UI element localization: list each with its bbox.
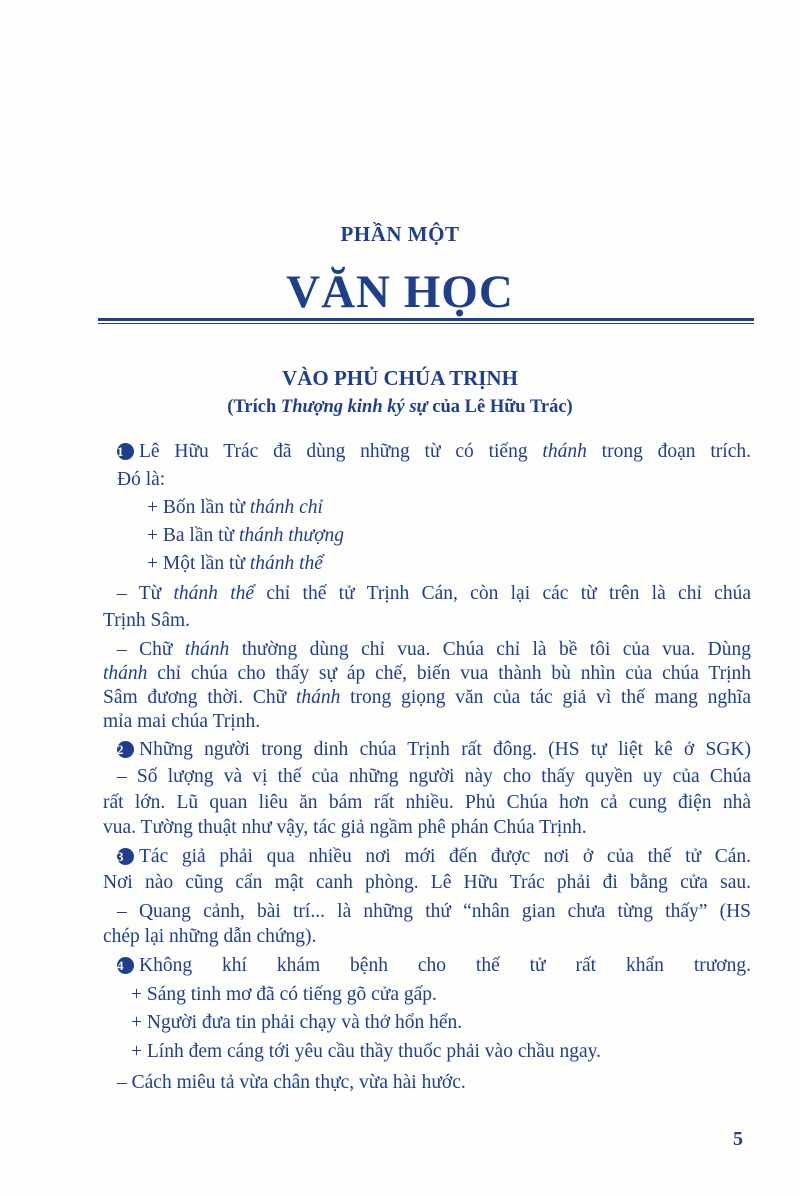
text-line <box>103 686 751 710</box>
italic-term: thánh <box>184 639 230 660</box>
text-segment: Trịnh Sâm. <box>103 610 191 631</box>
text-line <box>147 524 344 548</box>
text-line <box>131 1040 601 1064</box>
text-line <box>103 816 587 840</box>
lesson-title: VÀO PHỦ CHÚA TRỊNH <box>282 366 518 390</box>
text-segment: chép lại những dẫn chứng). <box>103 926 317 947</box>
text-segment: – Chữ <box>117 639 185 660</box>
italic-term: thánh <box>295 687 341 708</box>
italic-term: thánh <box>542 441 587 462</box>
work-title: Thượng kinh ký sự <box>280 397 428 417</box>
answer-paragraph-start <box>117 440 751 464</box>
number-marker-icon: 3 <box>117 848 134 865</box>
text-line <box>147 552 323 576</box>
text-segment: – Cách miêu tả vừa chân thực, vừa hài hước. <box>117 1072 466 1093</box>
text-line <box>103 925 316 949</box>
title-divider <box>98 318 754 321</box>
text-line <box>103 710 260 734</box>
text-segment: chỉ chúa cho thấy sự áp chế, biến vua thành bù nhìn của chúa Trịnh <box>147 663 751 684</box>
text-segment: + Lính đem cáng tới yêu cầu thầy thuốc phải vào chầu ngay. <box>131 1041 602 1062</box>
italic-term: thánh <box>103 663 148 684</box>
text-segment: Nơi nào cũng cẩn mật canh phòng. Lê Hữu Trác phải đi bằng cửa sau. <box>103 872 751 893</box>
text-segment: + Một lần từ <box>147 553 250 574</box>
text-line <box>117 765 751 789</box>
text-segment: – Số lượng và vị thế của những người này cho thấy quyền uy của Chúa <box>117 766 751 787</box>
answer-paragraph-start <box>117 738 751 762</box>
subtitle-text: (Trích <box>227 397 281 417</box>
text-segment: Lê Hữu Trác đã dùng những từ có tiếng <box>139 441 543 462</box>
text-line <box>117 582 751 606</box>
text-line <box>117 638 751 662</box>
text-line <box>103 609 190 633</box>
text-line <box>103 791 751 815</box>
text-segment: chỉ thế tử Trịnh Cán, còn lại các từ trên là chỉ chúa <box>254 583 751 604</box>
text-segment: – Từ <box>117 583 174 604</box>
italic-term: thánh thượng <box>238 525 344 546</box>
section-title: VĂN HỌC <box>286 266 514 318</box>
text-segment: Đó là: <box>117 469 166 490</box>
text-line <box>103 871 751 895</box>
title-divider-thin <box>98 323 754 324</box>
text-segment: trong giọng văn của tác giả vì thế mang nghĩa <box>340 687 751 708</box>
part-heading: PHẦN MỘT <box>340 222 460 246</box>
text-line <box>131 983 437 1007</box>
text-segment: mỉa mai chúa Trịnh. <box>103 711 261 732</box>
number-marker-icon: 4 <box>117 957 134 974</box>
text-segment: Sâm đương thời. Chữ <box>103 687 296 708</box>
text-line <box>131 1011 462 1035</box>
text-segment: + Ba lần từ <box>147 525 239 546</box>
text-segment: + Bốn lần từ <box>147 497 250 518</box>
text-line <box>117 900 751 924</box>
text-segment: Những người trong dinh chúa Trịnh rất đông. (HS tự liệt kê ở SGK) <box>139 739 751 760</box>
text-segment: + Sáng tinh mơ đã có tiếng gõ cửa gấp. <box>131 984 437 1005</box>
text-segment: – Quang cảnh, bài trí... là những thứ “nhân gian chưa từng thấy” (HS <box>117 901 751 922</box>
number-marker-icon: 1 <box>117 443 134 460</box>
text-line <box>117 468 165 492</box>
answer-paragraph-start <box>117 954 751 978</box>
italic-term: thánh chỉ <box>249 497 323 518</box>
text-segment: + Người đưa tin phải chạy và thở hổn hển. <box>131 1012 463 1033</box>
italic-term: thánh thể <box>173 583 255 604</box>
text-line <box>117 1071 466 1095</box>
text-line <box>103 662 751 686</box>
text-segment: Không khí khám bệnh cho thế tử rất khẩn trương. <box>139 955 751 976</box>
italic-term: thánh thể <box>249 553 323 574</box>
text-segment: trong đoạn trích. <box>586 441 751 462</box>
text-segment: Tác giả phải qua nhiều nơi mới đến được nơi ở của thế tử Cán. <box>139 846 751 867</box>
lesson-subtitle <box>0 397 800 418</box>
text-segment: rất lớn. Lũ quan liêu ăn bám rất nhiều. Phủ Chúa hơn cả cung điện nhà <box>103 792 751 813</box>
page-number: 5 <box>733 1128 743 1150</box>
text-segment: thường dùng chỉ vua. Chúa chỉ là bề tôi của vua. Dùng <box>229 639 752 660</box>
subtitle-text: của Lê Hữu Trác) <box>427 397 573 417</box>
answer-paragraph-start <box>117 845 751 869</box>
text-segment: vua. Tường thuật như vậy, tác giả ngầm phê phán Chúa Trịnh. <box>103 817 587 838</box>
number-marker-icon: 2 <box>117 741 134 758</box>
text-line <box>147 496 323 520</box>
